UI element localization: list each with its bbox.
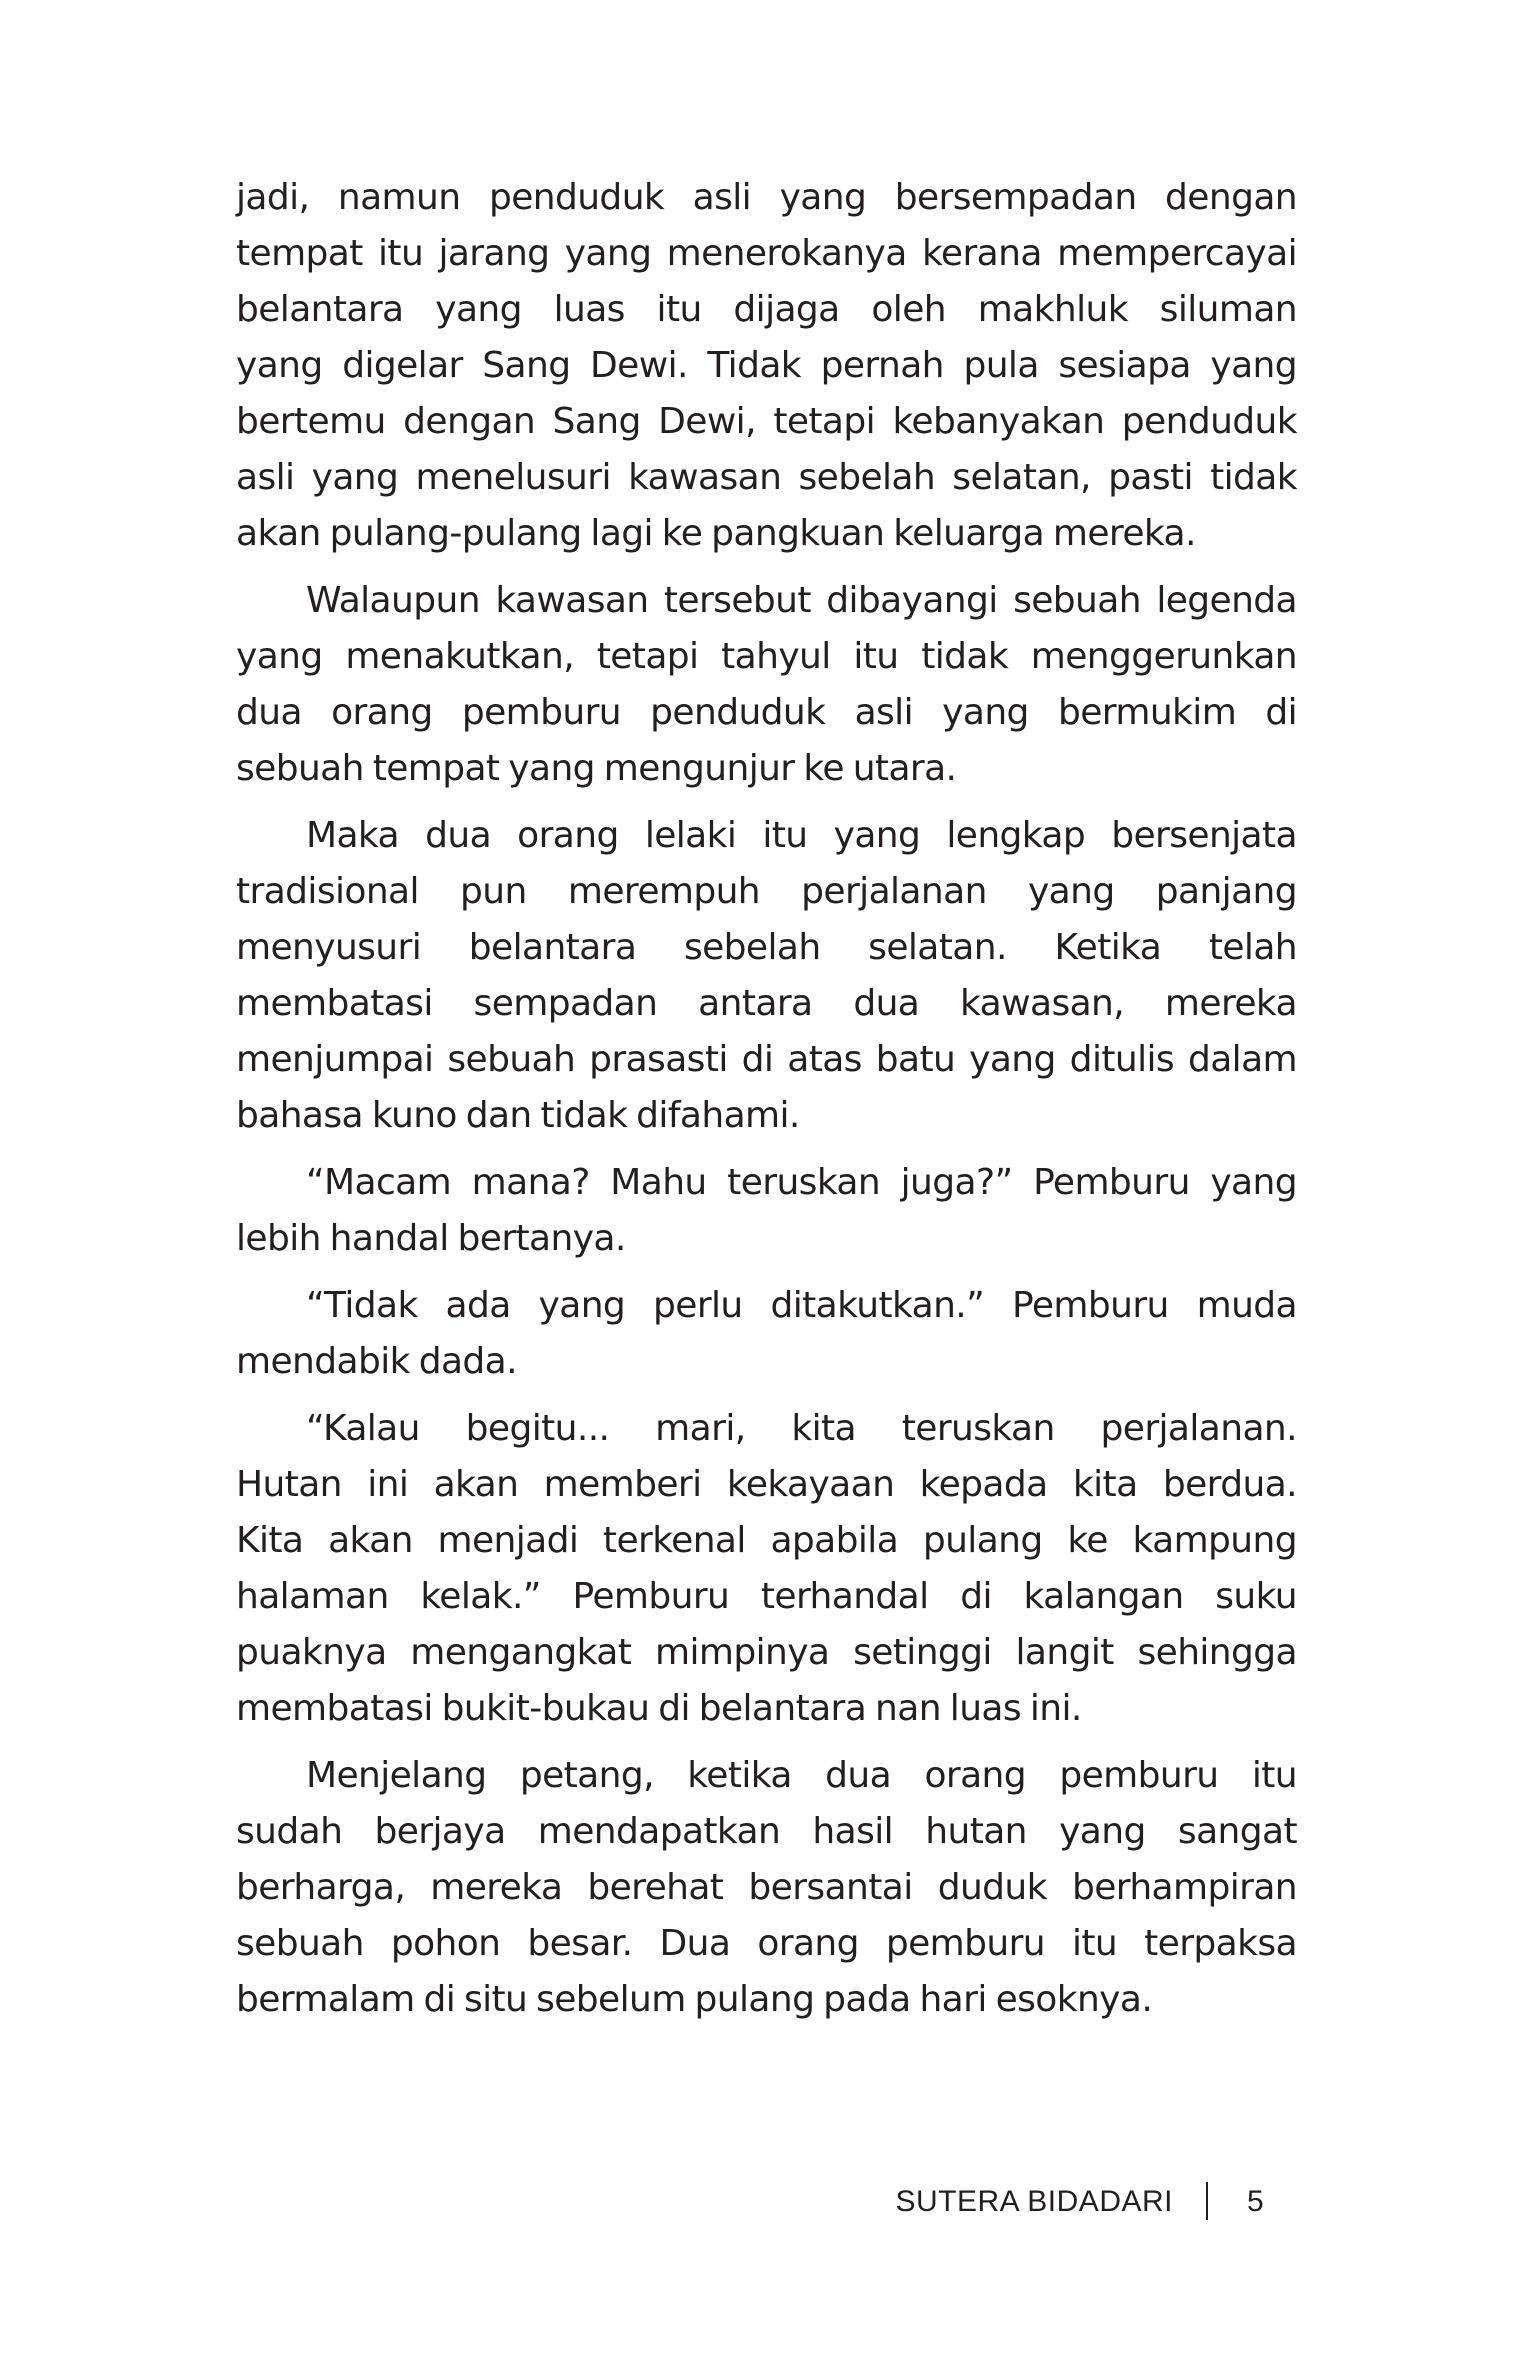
text-line: yang menakutkan, tetapi tahyul itu tidak menggerunkan [236, 636, 1297, 677]
paragraph [236, 1278, 1297, 1390]
text-line: yang digelar Sang Dewi. Tidak pernah pula sesiapa yang [236, 345, 1297, 386]
body-text [236, 170, 1297, 2039]
paragraph [236, 1155, 1297, 1267]
text-line: Menjelang petang, ketika dua orang pemburu itu [306, 1755, 1297, 1796]
paragraph [236, 1748, 1297, 2028]
footer-divider [1206, 2182, 1208, 2220]
text-line: berharga, mereka berehat bersantai duduk berhampiran [236, 1867, 1297, 1908]
text-line: belantara yang luas itu dijaga oleh makhluk siluman [236, 289, 1297, 330]
paragraph [236, 573, 1297, 797]
text-line: akan pulang-pulang lagi ke pangkuan keluarga mereka. [236, 513, 1196, 554]
text-line: menyusuri belantara sebelah selatan. Ketika telah [236, 927, 1297, 968]
text-line: lebih handal bertanya. [236, 1218, 626, 1259]
text-line: Walaupun kawasan tersebut dibayangi sebuah legenda [306, 580, 1297, 621]
text-line: Hutan ini akan memberi kekayaan kepada kita berdua. [236, 1464, 1297, 1505]
text-line: bahasa kuno dan tidak difahami. [236, 1095, 800, 1136]
paragraph [236, 170, 1297, 562]
text-line: “Kalau begitu... mari, kita teruskan perjalanan. [306, 1408, 1297, 1449]
text-line: sebuah pohon besar. Dua orang pemburu itu terpaksa [236, 1923, 1297, 1964]
text-line: bermalam di situ sebelum pulang pada hari esoknya. [236, 1979, 1153, 2020]
text-line: asli yang menelusuri kawasan sebelah selatan, pasti tidak [236, 457, 1297, 498]
paragraph [236, 1401, 1297, 1737]
text-line: Kita akan menjadi terkenal apabila pulang ke kampung [236, 1520, 1297, 1561]
text-line: halaman kelak.” Pemburu terhandal di kalangan suku [236, 1576, 1297, 1617]
text-line: jadi, namun penduduk asli yang bersempadan dengan [236, 177, 1297, 218]
text-line: membatasi bukit-bukau di belantara nan luas ini. [236, 1688, 1082, 1729]
text-line: Maka dua orang lelaki itu yang lengkap bersenjata [306, 815, 1297, 856]
text-line: dua orang pemburu penduduk asli yang bermukim di [236, 692, 1297, 733]
text-line: membatasi sempadan antara dua kawasan, mereka [236, 983, 1297, 1024]
text-line: mendabik dada. [236, 1341, 517, 1382]
text-line: menjumpai sebuah prasasti di atas batu yang ditulis dalam [236, 1039, 1297, 1080]
text-line: bertemu dengan Sang Dewi, tetapi kebanyakan penduduk [236, 401, 1297, 442]
page-number: 5 [1247, 2185, 1264, 2218]
text-line: sudah berjaya mendapatkan hasil hutan yang sangat [236, 1811, 1297, 1852]
text-line: sebuah tempat yang mengunjur ke utara. [236, 748, 957, 789]
page-footer [0, 2182, 1535, 2232]
text-line: puaknya mengangkat mimpinya setinggi langit sehingga [236, 1632, 1297, 1673]
text-line: “Macam mana? Mahu teruskan juga?” Pemburu yang [306, 1162, 1297, 1203]
text-line: tempat itu jarang yang menerokanya kerana mempercayai [236, 233, 1297, 274]
text-line: tradisional pun merempuh perjalanan yang panjang [236, 871, 1297, 912]
paragraph [236, 808, 1297, 1144]
running-footer-title: SUTERA BIDADARI [895, 2185, 1173, 2218]
text-line: “Tidak ada yang perlu ditakutkan.” Pemburu muda [306, 1285, 1297, 1326]
